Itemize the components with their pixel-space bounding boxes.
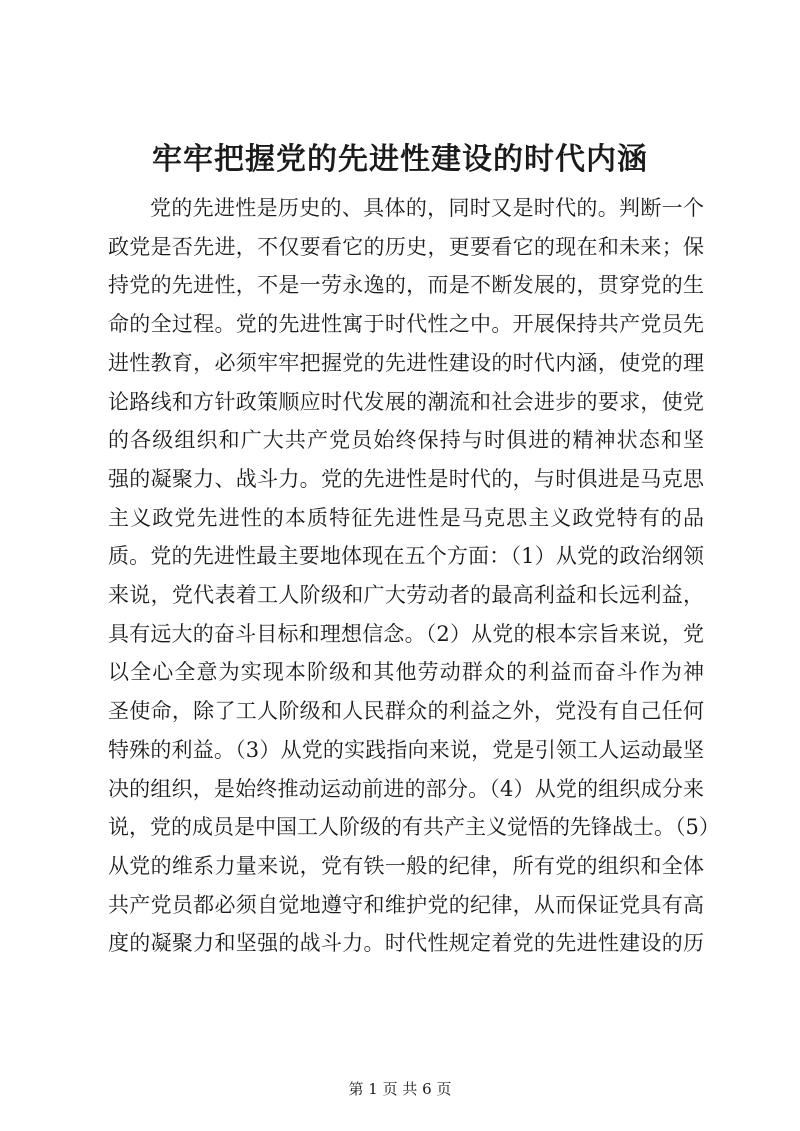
text-line: 决的组织，是始终推动运动前进的部分。（4）从党的组织成分来	[108, 776, 704, 801]
page-footer: 第 1 页 共 6 页	[348, 1080, 452, 1098]
text-line: 持党的先进性，不是一劳永逸的，而是不断发展的，贯穿党的生	[108, 273, 704, 298]
text-line: 圣使命，除了工人阶级和人民群众的利益之外，党没有自己任何	[108, 699, 704, 724]
text-line: 度的凝聚力和坚强的战斗力。时代性规定着党的先进性建设的历	[108, 931, 704, 956]
text-line: 来说，党代表着工人阶级和广大劳动者的最高利益和长远利益，	[108, 583, 704, 607]
text-line: 的各级组织和广大共产党员始终保持与时俱进的精神状态和坚	[108, 428, 704, 453]
document-title: 牢牢把握党的先进性建设的时代内涵	[152, 142, 648, 177]
text-line: 共产党员都必须自觉地遵守和维护党的纪律，从而保证党具有高	[108, 892, 704, 917]
text-line: 主义政党先进性的本质特征先进性是马克思主义政党特有的品	[108, 505, 704, 530]
text-line: 以全心全意为实现本阶级和其他劳动群众的利益而奋斗作为神	[108, 660, 704, 685]
text-line: 从党的维系力量来说，党有铁一般的纪律，所有党的组织和全体	[108, 853, 704, 878]
text-line: 党的先进性是历史的、具体的，同时又是时代的。判断一个	[150, 196, 704, 220]
text-line: 说，党的成员是中国工人阶级的有共产主义觉悟的先锋战士。（5）	[108, 815, 720, 840]
text-line: 论路线和方针政策顺应时代发展的潮流和社会进步的要求，使党	[108, 389, 704, 414]
text-line: 命的全过程。党的先进性寓于时代性之中。开展保持共产党员先	[108, 312, 704, 337]
text-line: 特殊的利益。（3）从党的实践指向来说，党是引领工人运动最坚	[108, 737, 704, 762]
text-line: 质。党的先进性最主要地体现在五个方面：（1）从党的政治纲领	[108, 544, 704, 569]
text-line: 进性教育，必须牢牢把握党的先进性建设的时代内涵，使党的理	[108, 350, 704, 375]
text-line: 强的凝聚力、战斗力。党的先进性是时代的，与时俱进是马克思	[108, 466, 704, 491]
text-line: 具有远大的奋斗目标和理想信念。（2）从党的根本宗旨来说，党	[108, 621, 704, 646]
text-line: 政党是否先进，不仅要看它的历史，更要看它的现在和未来；保	[108, 234, 704, 259]
